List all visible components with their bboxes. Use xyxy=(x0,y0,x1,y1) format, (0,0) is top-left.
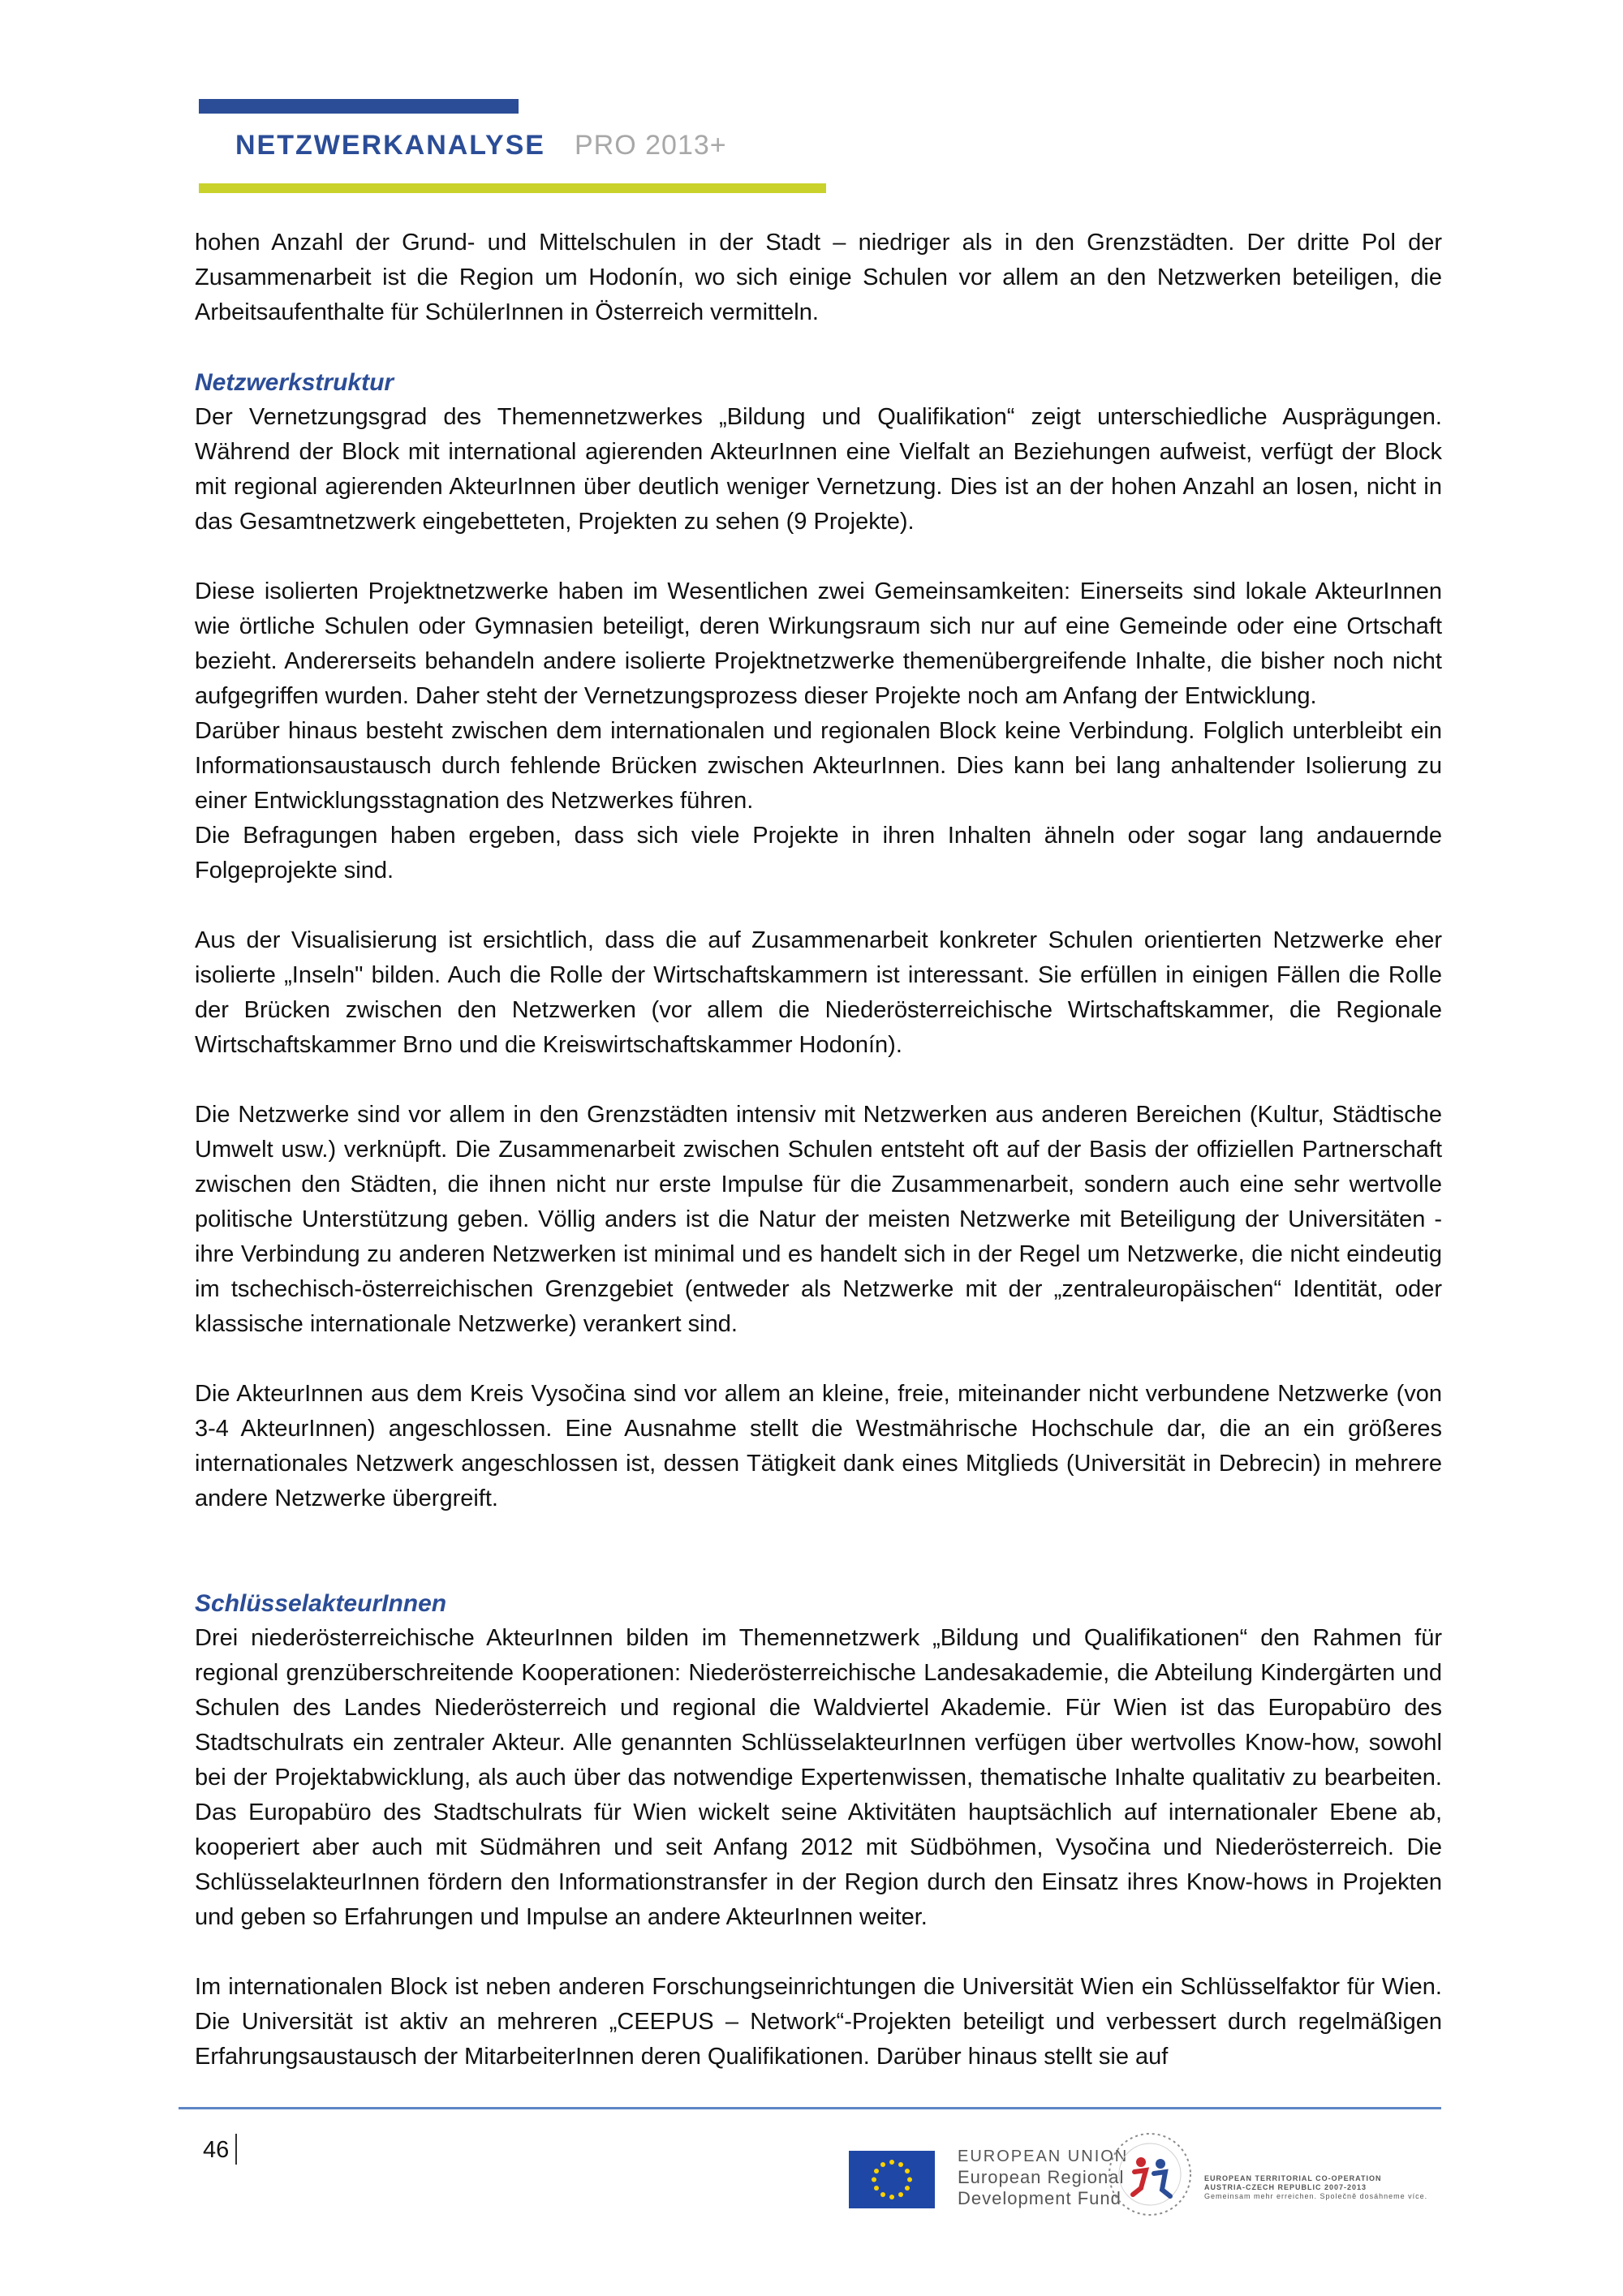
paragraph: Der Vernetzungsgrad des Themennetzwerkes „Bildung und Qualifikation“ zeigt unterschiedliche Ausprägungen. Während der Block mit international agierenden AkteurInnen eine Vielfalt an Beziehungen aufweist, verfügt der Block mit regional agierenden AkteurInnen über deutlich weniger Vernetzung. Dies ist an der hohen Anzahl an losen, nicht in das Gesamtnetzwerk eingebetteten, Projekten zu sehen (9 Projekte). xyxy=(195,404,1442,535)
eu-label-line: Development Fund xyxy=(958,2188,1121,2208)
header-subtitle: PRO 2013+ xyxy=(575,130,727,161)
page-number-separator xyxy=(235,2134,237,2165)
paragraph: Darüber hinaus besteht zwischen dem internationalen und regionalen Block keine Verbindung. Folglich unterbleibt ein Informationsaustausch durch fehlende Brücken zwischen AkteurInnen. Dies kann bei lang anhaltender Isolierung zu einer Entwicklungsstagnation des Netzwerkes führen. xyxy=(195,718,1442,814)
paragraph: Diese isolierten Projektnetzwerke haben im Wesentlichen zwei Gemeinsamkeiten: Einerseits sind lokale AkteurInnen wie örtliche Schulen oder Gymnasien beteiligt, deren Wirkungsraum sich nur auf eine Gemeinde oder eine Ortschaft bezieht. Andererseits behandeln andere isolierte Projektnetzwerke themenübergreifende Inhalte, die bisher noch nicht aufgegriffen wurden. Daher steht der Vernetzungsprozess dieser Projekte noch am Anfang der Entwicklung. xyxy=(195,578,1442,709)
paragraph: hohen Anzahl der Grund- und Mittelschulen in der Stadt – niedriger als in den Grenzstädten. Der dritte Pol der Zusammenarbeit ist die Region um Hodonín, wo sich einige Schulen vor allem an den Netzwerken beteiligen, die Arbeitsaufenthalte für SchülerInnen in Österreich vermitteln. xyxy=(195,230,1442,325)
header-title-main: NETZWERKANALYSE xyxy=(235,130,545,161)
header-bar-blue xyxy=(199,99,519,114)
paragraph: Im internationalen Block ist neben anderen Forschungseinrichtungen die Universität Wien ein Schlüsselfaktor für Wien. Die Universität ist aktiv an mehreren „CEEPUS – Network“-Projekten beteiligt und verbessert durch regelmäßigen Erfahrungsaustausch der MitarbeiterInnen deren Qualifikationen. Darüber hinaus stellt sie auf xyxy=(195,1974,1442,2070)
paragraph: Die Befragungen haben ergeben, dass sich viele Projekte in ihren Inhalten ähneln oder sogar lang andauernde Folgeprojekte sind. xyxy=(195,823,1442,884)
paragraph: Die AkteurInnen aus dem Kreis Vysočina sind vor allem an kleine, freie, miteinander nicht verbundene Netzwerke (von 3-4 AkteurInnen) angeschlossen. Eine Ausnahme stellt die Westmährische Hochschule dar, die an ein größeres internationales Netzwerk angeschlossen ist, dessen Tätigkeit dank eines Mitglieds (Universität in Debrecin) in mehrere andere Netzwerke übergreift. xyxy=(195,1381,1442,1511)
coop-label-line: EUROPEAN TERRITORIAL CO-OPERATION xyxy=(1204,2174,1382,2182)
section-heading-netzwerkstruktur: Netzwerkstruktur xyxy=(195,369,394,396)
eu-label-line: EUROPEAN UNION xyxy=(958,2148,1129,2165)
header-bar-lime xyxy=(199,183,826,193)
cooperation-logo-icon xyxy=(1105,2130,1195,2219)
footer-divider xyxy=(179,2107,1441,2109)
page-number: 46 xyxy=(203,2137,230,2163)
eu-flag-icon xyxy=(849,2151,935,2208)
paragraph: Drei niederösterreichische AkteurInnen bilden im Themennetzwerk „Bildung und Qualifikationen“ den Rahmen für regional grenzüberschreitende Kooperationen: Niederösterreichische Landesakademie, die Abteilung Kindergärten und Schulen des Landes Niederösterreich und regional die Waldviertel Akademie. Für Wien ist das Europabüro des Stadtschulrats ein zentraler Akteur. Alle genannten SchlüsselakteurInnen verfügen über wertvolles Know-how, sowohl bei der Projektabwicklung, als auch über das notwendige Expertenwissen, thematische Inhalte qualitativ zu bearbeiten. Das Europabüro des Stadtschulrats für Wien wickelt seine Aktivitäten hauptsächlich auf internationaler Ebene ab, kooperiert aber auch mit Südmähren und seit Anfang 2012 mit Südböhmen, Vysočina und Niederösterreich. Die SchlüsselakteurInnen fördern den Informationstransfer in der Region durch den Einsatz ihres Know-hows in Projekten und geben so Erfahrungen und Impulse an andere AkteurInnen weiter. xyxy=(195,1625,1442,1930)
cooperation-label xyxy=(1204,2174,1427,2201)
paragraph: Die Netzwerke sind vor allem in den Grenzstädten intensiv mit Netzwerken aus anderen Bereichen (Kultur, Städtische Umwelt usw.) verknüpft. Die Zusammenarbeit zwischen Schulen entsteht oft auf der Basis der offiziellen Partnerschaft zwischen den Städten, die ihnen nicht nur erste Impulse für die Zusammenarbeit, sondern auch eine sehr wertvolle politische Unterstützung geben. Völlig anders ist die Natur der meisten Netzwerke mit Beteiligung der Universitäten - ihre Verbindung zu anderen Netzwerken ist minimal und es handelt sich in der Regel um Netzwerke, die nicht eindeutig im tschechisch-österreichischen Grenzgebiet (entweder als Netzwerke mit der „zentraleuropäischen“ Identität, oder klassische internationale Netzwerke) verankert sind. xyxy=(195,1102,1442,1337)
coop-label-line: AUSTRIA-CZECH REPUBLIC 2007-2013 xyxy=(1204,2183,1367,2191)
header-title xyxy=(235,130,727,161)
spacer xyxy=(195,1551,1442,1586)
paragraph: Aus der Visualisierung ist ersichtlich, dass die auf Zusammenarbeit konkreter Schulen orientierten Netzwerke eher isolierte „Inseln" bilden. Auch die Rolle der Wirtschaftskammern ist interessant. Sie erfüllen in einigen Fällen die Rolle der Brücken zwischen den Netzwerken (vor allem die Niederösterreichische Wirtschaftskammer, die Regionale Wirtschaftskammer Brno und die Kreiswirtschaftskammer Hodonín). xyxy=(195,927,1442,1058)
document-body xyxy=(195,226,1442,2075)
section-heading-schluesselakteure: SchlüsselakteurInnen xyxy=(195,1590,447,1617)
eu-fund-label xyxy=(958,2146,1128,2209)
eu-label-line: European Regional xyxy=(958,2167,1125,2187)
coop-label-line: Gemeinsam mehr erreichen. Společně dosáhneme více. xyxy=(1204,2192,1428,2200)
